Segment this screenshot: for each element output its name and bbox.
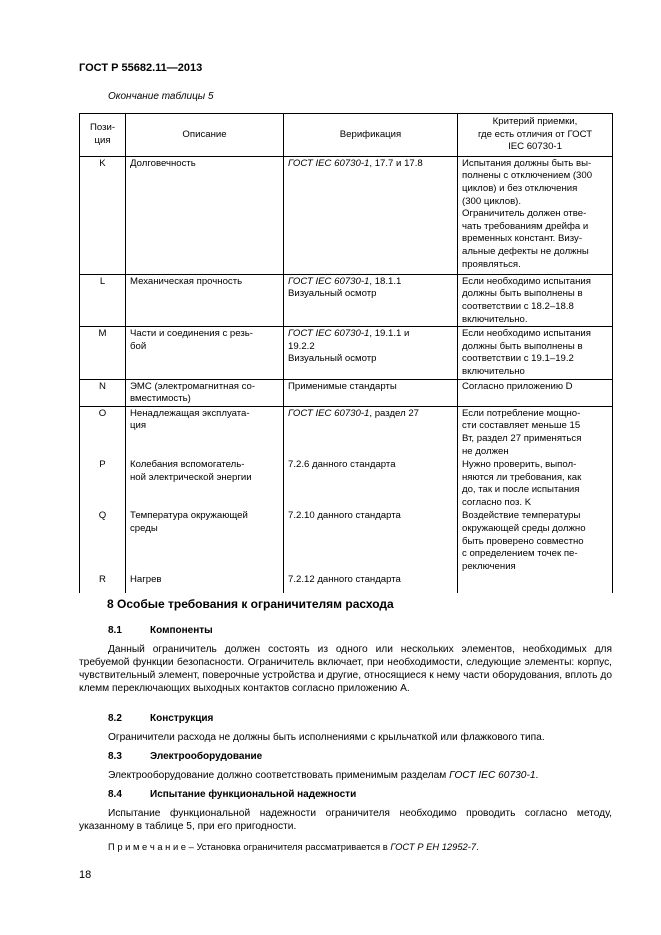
table-header-row: [80, 114, 613, 157]
row-position: M: [80, 327, 126, 379]
subsection-number: 8.2: [108, 713, 122, 724]
row-description: Температура окружающей среды: [126, 509, 284, 573]
header-verification: Верификация: [284, 114, 458, 157]
paragraph: Электрооборудование должно соответствовать применимым разделам ГОСТ IEC 60730-1.: [108, 770, 539, 781]
row-description: Колебания вспомогатель- ной электрической энергии: [126, 458, 284, 509]
row-position: O: [80, 406, 126, 458]
row-criterion: Воздействие температуры окружающей среды должно быть проверено совместно с определением точек пе- реключения: [458, 509, 613, 573]
table-row: [80, 573, 613, 593]
row-criterion: Если потребление мощно- сти составляет меньше 15 Вт, раздел 27 применяться не должен: [458, 406, 613, 458]
subsection-number: 8.4: [108, 789, 122, 800]
subsection-title: Конструкция: [150, 713, 214, 724]
row-position: P: [80, 458, 126, 509]
paragraph: Испытание функциональной надежности ограничителя необходимо проводить согласно методу, указанному в таблице 5, при его пригодности.: [79, 808, 612, 832]
note: П р и м е ч а н и е – Установка ограничителя рассматривается в ГОСТ Р ЕН 12952-7.: [108, 841, 479, 852]
table-row: [80, 458, 613, 509]
header-description: Описание: [126, 114, 284, 157]
row-position: R: [80, 573, 126, 593]
section-title: 8 Особые требования к ограничителям расхода: [107, 597, 394, 611]
row-position: Q: [80, 509, 126, 573]
row-verification: ГОСТ IEC 60730-1, 19.1.1 и 19.2.2 Визуальный осмотр: [284, 327, 458, 379]
row-criterion: Согласно приложению D: [458, 379, 613, 406]
row-criterion: Если необходимо испытания должны быть выполнены в соответствии с 18.2–18.8 включительно.: [458, 274, 613, 326]
row-criterion: Если необходимо испытания должны быть выполнены в соответствии с 19.1–19.2 включительно: [458, 327, 613, 379]
row-verification: Применимые стандарты: [284, 379, 458, 406]
row-criterion: Нужно проверить, выпол- няются ли требования, как до, так и после испытания согласно поз. K: [458, 458, 613, 509]
row-description: ЭМС (электромагнитная со- вместимость): [126, 379, 284, 406]
table-caption: Окончание таблицы 5: [108, 91, 214, 102]
row-position: L: [80, 274, 126, 326]
table-row: [80, 509, 613, 573]
row-position: K: [80, 156, 126, 274]
table-row: [80, 274, 613, 326]
header-criterion: Критерий приемки, где есть отличия от ГОСТ IEC 60730-1: [458, 114, 613, 157]
subsection-title: Электрооборудование: [150, 751, 263, 762]
page-number: 18: [79, 869, 92, 881]
row-verification: 7.2.10 данного стандарта: [284, 509, 458, 573]
row-description: Механическая прочность: [126, 274, 284, 326]
row-verification: 7.2.6 данного стандарта: [284, 458, 458, 509]
header-position: Пози- ция: [80, 114, 126, 157]
row-verification: ГОСТ IEC 60730-1, 18.1.1 Визуальный осмотр: [284, 274, 458, 326]
row-verification: 7.2.12 данного стандарта: [284, 573, 458, 593]
paragraph: Ограничители расхода не должны быть исполнениями с крыльчаткой или флажкового типа.: [108, 732, 545, 743]
table-row: [80, 327, 613, 379]
subsection-title: Компоненты: [150, 625, 213, 636]
row-description: Ненадлежащая эксплуата- ция: [126, 406, 284, 458]
table-row: [80, 156, 613, 274]
subsection-number: 8.3: [108, 751, 122, 762]
requirements-table: [79, 113, 613, 593]
row-description: Долговечность: [126, 156, 284, 274]
subsection-number: 8.1: [108, 625, 122, 636]
row-description: Нагрев: [126, 573, 284, 593]
row-verification: ГОСТ IEC 60730-1, 17.7 и 17.8: [284, 156, 458, 274]
row-position: N: [80, 379, 126, 406]
table-row: [80, 379, 613, 406]
subsection-title: Испытание функциональной надежности: [150, 789, 357, 800]
paragraph: Данный ограничитель должен состоять из одного или нескольких элементов, необходимых для требуемой функции безопасности. Ограничитель включает, при необходимости, следующие элементы: корпус, чувствительный элемент, поверочные устройства и другие, относящиеся к нему части оборудования, вплоть до клемм переключающих выходных контактов согласно приложению А.: [79, 644, 612, 694]
row-verification: ГОСТ IEC 60730-1, раздел 27: [284, 406, 458, 458]
table-row: [80, 406, 613, 458]
row-criterion: [458, 573, 613, 593]
row-criterion: Испытания должны быть вы- полнены с отключением (300 циклов) и без отключения (300 циклов). Ограничитель должен отве- чать требованиям дрейфа и временных констант. Визу- альные дефекты не должны проявляться.: [458, 156, 613, 274]
row-description: Части и соединения с резь- бой: [126, 327, 284, 379]
document-header: ГОСТ Р 55682.11—2013: [79, 62, 203, 74]
